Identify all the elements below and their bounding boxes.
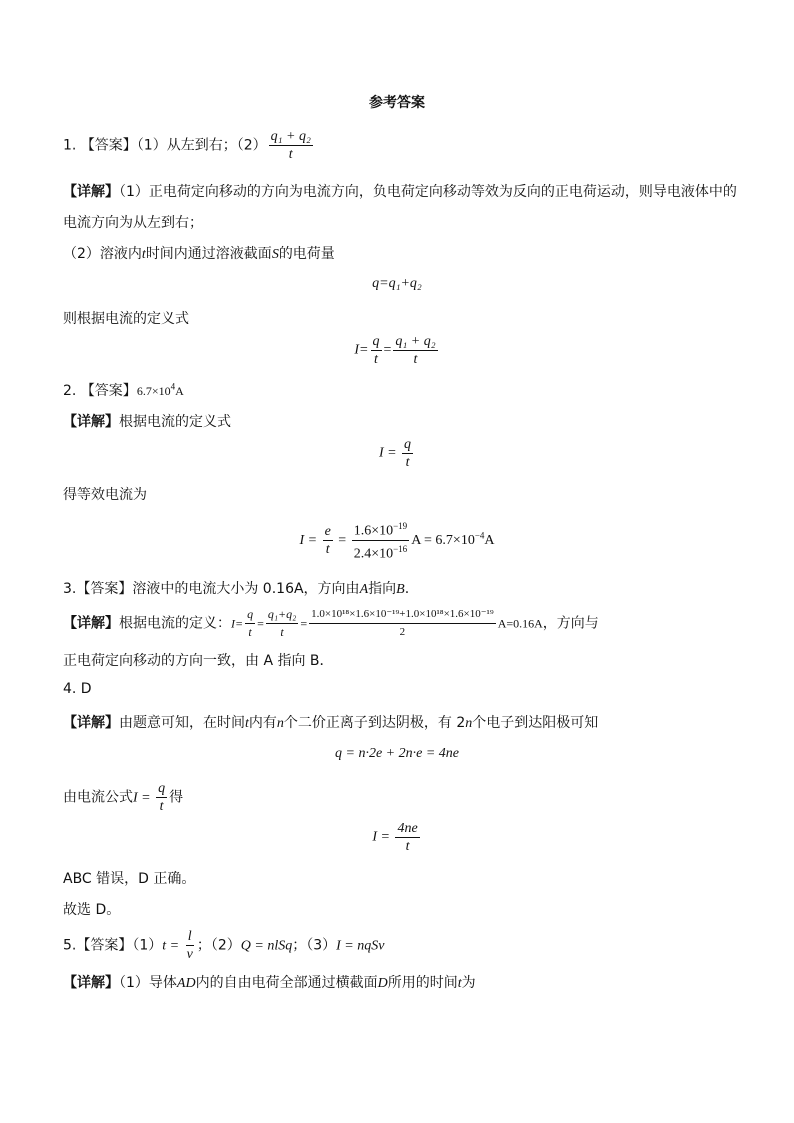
eq-lhs: I = xyxy=(372,829,394,845)
detail-label: 【详解】 xyxy=(63,615,119,632)
q5-answer-line xyxy=(63,928,763,963)
answer-label: 3.【答案】 xyxy=(63,581,133,597)
text: （1）导体 xyxy=(119,975,177,991)
answer-text: 6.7×10 xyxy=(136,384,171,398)
fraction xyxy=(402,436,413,471)
fraction xyxy=(266,606,298,641)
fraction-numerator: 1.6×10 xyxy=(353,523,394,539)
fraction xyxy=(245,606,255,641)
q2-text-eq: 得等效电流为 xyxy=(63,487,147,503)
q3-answer-line xyxy=(63,578,763,598)
answer-label: 5.【答案】 xyxy=(63,937,133,954)
q4-equation-1: q = n·2e + 2n·e = 4ne xyxy=(335,746,459,761)
fraction-denominator: t xyxy=(413,352,418,367)
math-var: n xyxy=(276,716,284,731)
fraction-denominator: t xyxy=(405,839,410,854)
eq-lhs: t = xyxy=(162,938,183,954)
q2-equation-1 xyxy=(0,436,794,471)
text: 所用的时间 xyxy=(387,975,458,991)
text: 内的自由电荷全部通过横截面 xyxy=(195,975,378,991)
unit: A xyxy=(175,384,184,398)
text: 为 xyxy=(461,975,476,991)
fraction-denominator: t xyxy=(280,625,284,639)
fraction xyxy=(395,820,419,855)
math-var: t xyxy=(457,976,462,991)
math-var: AD xyxy=(176,976,196,991)
fraction-denominator: 2.4×10 xyxy=(353,546,394,562)
math-var: t xyxy=(245,716,249,731)
text: （2）溶液内 xyxy=(63,246,142,262)
eq-lhs: I= xyxy=(231,616,244,631)
q1-part2-line xyxy=(63,243,763,263)
fraction-numerator: q₁ + q₂ xyxy=(270,129,311,144)
q3-detail-line: 【详解】根据电流的定义：I= $\frac{q}{t}$ = $\frac{\text{q₁+q₂}}{t}$ = $\frac{\text{1.0×10¹⁸×1.6×10⁻¹⁹+1.0×10¹⁸×1.6×10⁻¹⁹}}{2}$ A=0.16A，方向与 xyxy=(63,607,599,639)
text: 时间内通过溶液截面 xyxy=(145,246,272,262)
text: 得 xyxy=(169,789,184,806)
fraction xyxy=(156,780,167,815)
text: . xyxy=(404,581,410,597)
text: 由电流公式 xyxy=(63,789,133,806)
fraction-numerator: q xyxy=(372,334,380,349)
answer-label: 1. 【答案】 xyxy=(63,137,137,154)
text: 的电荷量 xyxy=(278,246,335,262)
fraction-denominator: t xyxy=(288,147,293,162)
fraction-numerator: q xyxy=(158,781,166,796)
q1-text-def: 则根据电流的定义式 xyxy=(63,311,189,327)
q1-equation-1: q=q₁+q₂ xyxy=(372,276,422,291)
fraction-denominator: 2 xyxy=(399,626,406,638)
exponent: −19 xyxy=(393,521,408,531)
eq-lhs: I = xyxy=(133,790,155,806)
eq-rhs: A = 6.7×10 xyxy=(411,533,475,549)
math-expr: Q = nlSq xyxy=(240,938,293,954)
eq-lhs: I = xyxy=(299,533,321,549)
exponent: −16 xyxy=(393,543,408,554)
text: 指向 xyxy=(368,581,397,597)
q1-answer-line xyxy=(63,128,763,163)
text: ；（2） xyxy=(196,937,241,954)
fraction-numerator: q xyxy=(245,606,255,624)
q5-detail-line xyxy=(63,972,763,992)
math-var: t xyxy=(141,247,146,262)
math-var: D xyxy=(377,976,388,991)
detail-label: 【详解】 xyxy=(63,414,119,430)
fraction xyxy=(371,333,382,368)
fraction xyxy=(309,606,496,641)
fraction-denominator: t xyxy=(405,455,410,470)
fraction-numerator: l xyxy=(187,929,192,944)
eq-rhs: A=0.16A xyxy=(497,616,543,631)
fraction-denominator: t xyxy=(325,541,330,557)
q4-line-abc: ABC 错误，D 正确。 xyxy=(63,871,196,887)
unit: A xyxy=(484,533,495,549)
q2-equation-2 xyxy=(0,518,794,562)
detail-label: 【详解】 xyxy=(63,184,119,200)
math-expr: I = nqSv xyxy=(336,938,385,954)
detail-text: 根据电流的定义式 xyxy=(119,414,231,430)
fraction-denominator: t xyxy=(374,352,378,367)
fraction-denominator: v xyxy=(186,947,193,962)
fraction-numerator: 1.0×10¹⁸×1.6×10⁻¹⁹+1.0×10¹⁸×1.6×10⁻¹⁹ xyxy=(309,606,496,624)
fraction xyxy=(185,928,195,963)
eq-lhs: I = xyxy=(378,445,401,461)
text: 由题意可知，在时间 xyxy=(119,715,245,731)
detail-text: （1）正电荷定向移动的方向为电流方向，负电荷定向移动等效为反向的正电荷运动，则导电液体中的 xyxy=(119,184,737,200)
q4-answer: 4. D xyxy=(63,681,92,697)
fraction xyxy=(323,523,333,558)
detail-label: 【详解】 xyxy=(63,715,119,731)
q4-equation-2 xyxy=(0,820,794,855)
math-var: A xyxy=(359,582,369,597)
q4-line-choose: 故选 D。 xyxy=(63,902,121,918)
math-var: B xyxy=(396,582,405,597)
text: 内有 xyxy=(248,715,277,731)
answer-text: 溶液中的电流大小为 0.16A，方向由 xyxy=(132,581,360,597)
text: ；（3） xyxy=(292,937,337,954)
q2-answer-line xyxy=(63,380,763,400)
answer-label: 2. 【答案】 xyxy=(63,383,137,399)
eq-lhs: I= xyxy=(354,342,369,358)
fraction-denominator: t xyxy=(248,625,252,639)
equals: = xyxy=(383,342,392,358)
exponent: 4 xyxy=(170,381,176,392)
fraction-numerator: e xyxy=(324,523,331,539)
fraction-denominator: t xyxy=(159,799,164,814)
fraction xyxy=(352,518,409,562)
q1-equation-2 xyxy=(0,333,794,368)
fraction xyxy=(393,333,437,368)
equals: = xyxy=(334,533,350,549)
text: 个电子到达阳极可知 xyxy=(472,715,599,731)
q3-line2: 正电荷定向移动的方向一致，由 A 指向 B． xyxy=(63,653,334,669)
detail-text: 根据电流的定义： xyxy=(119,615,231,632)
math-var: S xyxy=(271,247,279,262)
fraction xyxy=(269,128,313,163)
answer-text: （1）从左到右；（2） xyxy=(136,137,267,154)
q4-detail-line xyxy=(63,712,763,732)
q2-detail-line xyxy=(63,411,763,431)
math-var: n xyxy=(465,716,473,731)
text: （1） xyxy=(132,937,163,954)
detail-label: 【详解】 xyxy=(63,975,119,991)
text: 个二价正离子到达阴极，有 2 xyxy=(283,715,466,731)
fraction-numerator: q xyxy=(404,437,412,452)
q1-detail-line1 xyxy=(63,181,763,201)
page-title: 参考答案 xyxy=(369,95,425,111)
fraction-numerator: q₁+q₂ xyxy=(266,606,298,624)
exponent: −4 xyxy=(474,530,485,541)
fraction-numerator: 4ne xyxy=(397,821,418,836)
q4-formula-line xyxy=(63,780,763,815)
q1-detail-line2: 电流方向为从左到右； xyxy=(63,215,203,231)
text: ，方向与 xyxy=(542,615,599,632)
fraction-numerator: q₁ + q₂ xyxy=(395,334,436,349)
